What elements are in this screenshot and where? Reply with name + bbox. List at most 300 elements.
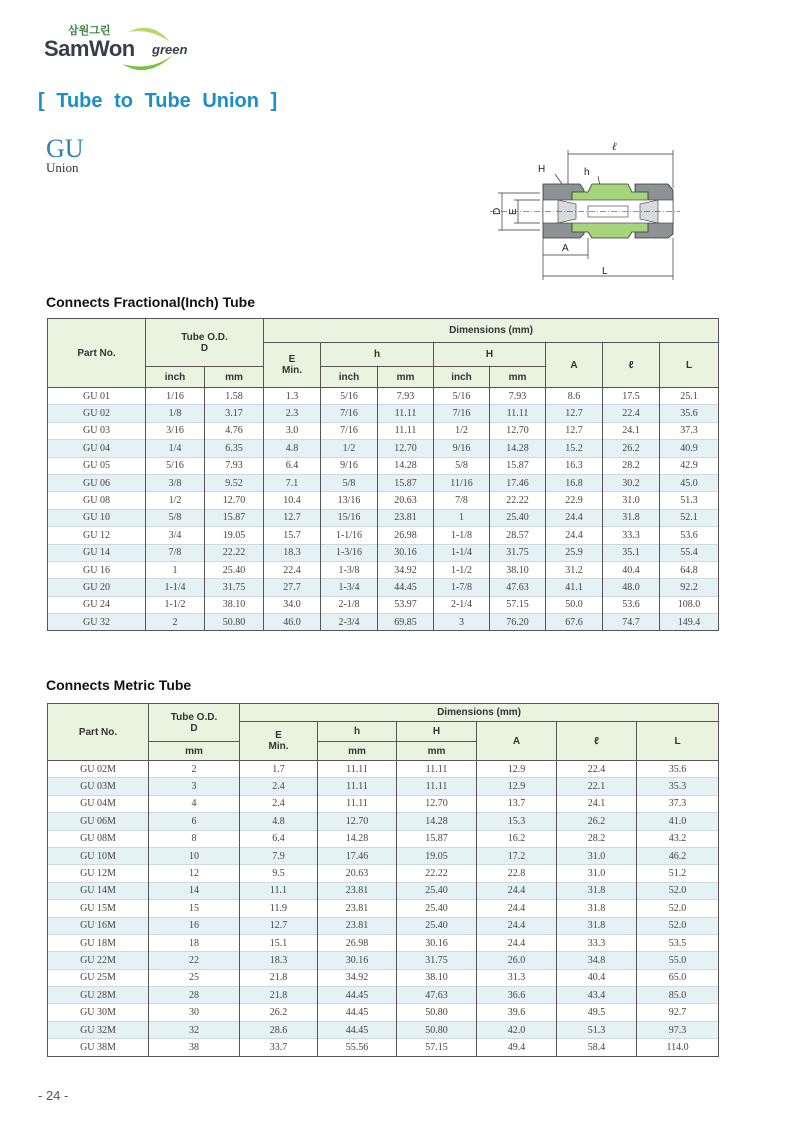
table-cell: 18	[149, 934, 240, 951]
logo-suffix: green	[152, 42, 188, 57]
table-cell: 31.75	[205, 579, 264, 596]
table-cell: 23.81	[318, 917, 397, 934]
part-number-cell: GU 10	[48, 509, 146, 526]
part-number-cell: GU 32	[48, 614, 146, 631]
part-number-cell: GU 28M	[48, 987, 149, 1004]
table-cell: 24.4	[546, 527, 603, 544]
table-cell: 22.4	[603, 405, 660, 422]
table-cell: 17.46	[490, 474, 546, 491]
table-cell: 1.58	[205, 388, 264, 405]
table-cell: 18.3	[240, 952, 318, 969]
table-row	[48, 457, 719, 474]
table-cell: 8.6	[546, 388, 603, 405]
table-row	[48, 544, 719, 561]
table-cell: 2.4	[240, 778, 318, 795]
table-row	[48, 527, 719, 544]
table-cell: 34.8	[557, 952, 637, 969]
table-cell: 6	[149, 813, 240, 830]
table-row	[48, 987, 719, 1004]
table-cell: 50.0	[546, 596, 603, 613]
table-cell: 41.1	[546, 579, 603, 596]
table-cell: 7.93	[490, 388, 546, 405]
table-cell: 28.2	[557, 830, 637, 847]
part-number-cell: GU 01	[48, 388, 146, 405]
table-cell: 7.93	[205, 457, 264, 474]
table-cell: 7/16	[434, 405, 490, 422]
dim-label-D: D	[492, 207, 503, 215]
table-cell: 76.20	[490, 614, 546, 631]
table-row	[48, 579, 719, 596]
table-row	[48, 440, 719, 457]
table-cell: 22.4	[557, 761, 637, 778]
table-cell: 31.8	[557, 917, 637, 934]
table-cell: 16.2	[477, 830, 557, 847]
table-cell: 15/16	[321, 509, 378, 526]
table-cell: 97.3	[637, 1021, 719, 1038]
company-logo	[44, 22, 188, 72]
table-cell: 25	[149, 969, 240, 986]
table-cell: 30.16	[318, 952, 397, 969]
table-cell: 23.81	[378, 509, 434, 526]
header-h-small: h	[321, 343, 434, 367]
section-title-inch: Connects Fractional(Inch) Tube	[46, 294, 255, 310]
inch-dimensions-table	[47, 318, 719, 631]
table-cell: 31.0	[557, 865, 637, 882]
header-tube-od: Tube O.D. D	[149, 704, 240, 742]
table-row	[48, 761, 719, 778]
table-cell: 5/16	[321, 388, 378, 405]
table-cell: 17.5	[603, 388, 660, 405]
table-cell: 15.2	[546, 440, 603, 457]
table-cell: 10.4	[264, 492, 321, 509]
table-cell: 12.7	[546, 405, 603, 422]
table-cell: 42.0	[477, 1021, 557, 1038]
table-cell: 18.3	[264, 544, 321, 561]
part-number-cell: GU 12	[48, 527, 146, 544]
table-cell: 41.0	[637, 813, 719, 830]
header-hb-mm: mm	[397, 742, 477, 761]
table-cell: 7.9	[240, 847, 318, 864]
part-number-cell: GU 22M	[48, 952, 149, 969]
table-cell: 17.2	[477, 847, 557, 864]
table-cell: 31.0	[557, 847, 637, 864]
table-row	[48, 405, 719, 422]
table-cell: 5/16	[434, 388, 490, 405]
table-cell: 50.80	[397, 1021, 477, 1038]
table-cell: 25.1	[660, 388, 719, 405]
table-cell: 22.9	[546, 492, 603, 509]
table-cell: 25.40	[205, 561, 264, 578]
table-cell: 43.4	[557, 987, 637, 1004]
table-row	[48, 1004, 719, 1021]
table-cell: 22.22	[205, 544, 264, 561]
table-cell: 22.8	[477, 865, 557, 882]
table-cell: 1-1/4	[146, 579, 205, 596]
table-cell: 15.87	[205, 509, 264, 526]
table-cell: 33.3	[603, 527, 660, 544]
table-cell: 15.3	[477, 813, 557, 830]
table-cell: 42.9	[660, 457, 719, 474]
table-cell: 14	[149, 882, 240, 899]
table-cell: 1-7/8	[434, 579, 490, 596]
table-row	[48, 969, 719, 986]
table-cell: 3/16	[146, 422, 205, 439]
table-row	[48, 882, 719, 899]
table-cell: 38.10	[205, 596, 264, 613]
table-cell: 13/16	[321, 492, 378, 509]
part-number-cell: GU 03M	[48, 778, 149, 795]
table-cell: 12.70	[205, 492, 264, 509]
table-cell: 30.16	[378, 544, 434, 561]
part-number-cell: GU 18M	[48, 934, 149, 951]
table-cell: 36.6	[477, 987, 557, 1004]
table-cell: 4.8	[240, 813, 318, 830]
part-number-cell: GU 04	[48, 440, 146, 457]
table-cell: 35.1	[603, 544, 660, 561]
table-row	[48, 865, 719, 882]
table-cell: 48.0	[603, 579, 660, 596]
table-cell: 5/8	[434, 457, 490, 474]
table-cell: 27.7	[264, 579, 321, 596]
table-cell: 25.40	[397, 900, 477, 917]
table-cell: 19.05	[205, 527, 264, 544]
table-cell: 46.2	[637, 847, 719, 864]
part-number-cell: GU 08M	[48, 830, 149, 847]
table-cell: 74.7	[603, 614, 660, 631]
part-number-cell: GU 08	[48, 492, 146, 509]
table-cell: 16.8	[546, 474, 603, 491]
table-cell: 114.0	[637, 1039, 719, 1056]
table-cell: 3.17	[205, 405, 264, 422]
table-cell: 12.7	[546, 422, 603, 439]
dim-label-L: L	[602, 266, 608, 277]
table-cell: 24.4	[477, 882, 557, 899]
metric-table-body	[48, 761, 719, 1057]
table-cell: 3	[149, 778, 240, 795]
table-cell: 34.92	[318, 969, 397, 986]
table-cell: 3.0	[264, 422, 321, 439]
table-cell: 22.1	[557, 778, 637, 795]
table-cell: 1-3/4	[321, 579, 378, 596]
table-cell: 69.85	[378, 614, 434, 631]
table-cell: 47.63	[490, 579, 546, 596]
table-cell: 25.40	[397, 882, 477, 899]
table-cell: 35.6	[660, 405, 719, 422]
table-cell: 1/16	[146, 388, 205, 405]
table-cell: 15	[149, 900, 240, 917]
table-cell: 26.98	[318, 934, 397, 951]
header-h-big: H	[397, 722, 477, 742]
table-cell: 1/4	[146, 440, 205, 457]
table-cell: 50.80	[397, 1004, 477, 1021]
table-cell: 50.80	[205, 614, 264, 631]
table-cell: 39.6	[477, 1004, 557, 1021]
table-cell: 1-1/4	[434, 544, 490, 561]
table-cell: 44.45	[318, 1021, 397, 1038]
header-e: E Min.	[264, 343, 321, 388]
table-cell: 92.7	[637, 1004, 719, 1021]
table-cell: 28.2	[603, 457, 660, 474]
table-cell: 43.2	[637, 830, 719, 847]
table-cell: 149.4	[660, 614, 719, 631]
table-cell: 11.11	[397, 761, 477, 778]
table-row	[48, 388, 719, 405]
part-number-cell: GU 30M	[48, 1004, 149, 1021]
logo-name: SamWon	[44, 36, 135, 61]
part-number-cell: GU 06M	[48, 813, 149, 830]
table-cell: 65.0	[637, 969, 719, 986]
table-cell: 12.9	[477, 778, 557, 795]
table-row	[48, 795, 719, 812]
table-cell: 6.35	[205, 440, 264, 457]
table-cell: 30	[149, 1004, 240, 1021]
table-cell: 12.70	[490, 422, 546, 439]
table-cell: 40.4	[603, 561, 660, 578]
part-number-cell: GU 10M	[48, 847, 149, 864]
table-cell: 14.28	[318, 830, 397, 847]
table-cell: 26.2	[603, 440, 660, 457]
table-cell: 12.70	[378, 440, 434, 457]
table-cell: 7.1	[264, 474, 321, 491]
table-cell: 9.5	[240, 865, 318, 882]
table-row	[48, 934, 719, 951]
table-cell: 1-3/8	[321, 561, 378, 578]
table-cell: 28	[149, 987, 240, 1004]
table-cell: 20.63	[378, 492, 434, 509]
table-cell: 25.40	[397, 917, 477, 934]
table-cell: 51.3	[660, 492, 719, 509]
table-cell: 12.70	[318, 813, 397, 830]
table-cell: 16	[149, 917, 240, 934]
table-cell: 52.0	[637, 882, 719, 899]
table-cell: 92.2	[660, 579, 719, 596]
header-e: E Min.	[240, 722, 318, 761]
table-cell: 1/2	[434, 422, 490, 439]
table-cell: 53.6	[660, 527, 719, 544]
table-cell: 25.40	[490, 509, 546, 526]
table-cell: 51.3	[557, 1021, 637, 1038]
table-cell: 4	[149, 795, 240, 812]
table-cell: 5/8	[321, 474, 378, 491]
table-cell: 24.1	[557, 795, 637, 812]
table-cell: 22	[149, 952, 240, 969]
table-cell: 3/4	[146, 527, 205, 544]
table-cell: 45.0	[660, 474, 719, 491]
table-cell: 38.10	[490, 561, 546, 578]
part-number-cell: GU 03	[48, 422, 146, 439]
table-cell: 34.0	[264, 596, 321, 613]
table-cell: 3	[434, 614, 490, 631]
table-cell: 30.16	[397, 934, 477, 951]
table-cell: 9/16	[434, 440, 490, 457]
table-cell: 24.4	[477, 917, 557, 934]
table-cell: 33.3	[557, 934, 637, 951]
table-cell: 2-1/8	[321, 596, 378, 613]
part-number-cell: GU 02	[48, 405, 146, 422]
table-cell: 14.28	[490, 440, 546, 457]
table-row	[48, 422, 719, 439]
table-cell: 5/8	[146, 509, 205, 526]
table-cell: 6.4	[240, 830, 318, 847]
header-l: L	[637, 722, 719, 761]
table-cell: 28.6	[240, 1021, 318, 1038]
table-cell: 15.1	[240, 934, 318, 951]
table-cell: 38.10	[397, 969, 477, 986]
table-cell: 22.22	[490, 492, 546, 509]
part-number-cell: GU 15M	[48, 900, 149, 917]
inch-table-body	[48, 388, 719, 631]
metric-dimensions-table	[47, 703, 719, 1057]
header-h-big: H	[434, 343, 546, 367]
part-number-cell: GU 24	[48, 596, 146, 613]
header-part-no: Part No.	[48, 704, 149, 761]
table-cell: 47.63	[397, 987, 477, 1004]
table-cell: 38	[149, 1039, 240, 1056]
header-tube-od: Tube O.D. D	[146, 319, 264, 367]
table-cell: 21.8	[240, 987, 318, 1004]
table-cell: 49.4	[477, 1039, 557, 1056]
table-cell: 35.6	[637, 761, 719, 778]
table-cell: 12.70	[397, 795, 477, 812]
table-cell: 1/8	[146, 405, 205, 422]
header-od-inch: inch	[146, 367, 205, 388]
header-ell: ℓ	[603, 343, 660, 388]
header-h-small: h	[318, 722, 397, 742]
part-number-cell: GU 32M	[48, 1021, 149, 1038]
part-number-cell: GU 16M	[48, 917, 149, 934]
table-cell: 1-1/16	[321, 527, 378, 544]
table-cell: 1.7	[240, 761, 318, 778]
table-cell: 31.75	[490, 544, 546, 561]
table-cell: 44.45	[378, 579, 434, 596]
table-cell: 52.1	[660, 509, 719, 526]
table-cell: 11.11	[378, 405, 434, 422]
table-cell: 55.4	[660, 544, 719, 561]
table-cell: 24.4	[477, 934, 557, 951]
table-cell: 37.3	[660, 422, 719, 439]
table-cell: 26.2	[557, 813, 637, 830]
table-cell: 108.0	[660, 596, 719, 613]
table-cell: 55.56	[318, 1039, 397, 1056]
table-cell: 7/16	[321, 422, 378, 439]
header-hb-mm: mm	[490, 367, 546, 388]
table-cell: 15.87	[490, 457, 546, 474]
header-dimensions: Dimensions (mm)	[240, 704, 719, 722]
table-cell: 7/8	[434, 492, 490, 509]
table-cell: 1-1/2	[434, 561, 490, 578]
table-row	[48, 509, 719, 526]
table-cell: 2-1/4	[434, 596, 490, 613]
table-row	[48, 614, 719, 631]
table-cell: 53.5	[637, 934, 719, 951]
table-row	[48, 492, 719, 509]
table-cell: 7/8	[146, 544, 205, 561]
table-cell: 4.8	[264, 440, 321, 457]
table-cell: 1/2	[321, 440, 378, 457]
part-number-cell: GU 12M	[48, 865, 149, 882]
union-cross-section-diagram	[480, 138, 720, 283]
part-number-cell: GU 25M	[48, 969, 149, 986]
table-cell: 1-1/2	[146, 596, 205, 613]
header-h-inch: inch	[321, 367, 378, 388]
table-cell: 85.0	[637, 987, 719, 1004]
dim-label-A: A	[562, 243, 569, 254]
table-cell: 31.3	[477, 969, 557, 986]
product-name: Union	[46, 160, 79, 175]
table-cell: 31.8	[603, 509, 660, 526]
table-row	[48, 778, 719, 795]
table-cell: 11.11	[318, 795, 397, 812]
table-cell: 2-3/4	[321, 614, 378, 631]
table-cell: 1.3	[264, 388, 321, 405]
header-hb-inch: inch	[434, 367, 490, 388]
table-cell: 9.52	[205, 474, 264, 491]
table-cell: 53.97	[378, 596, 434, 613]
part-number-cell: GU 05	[48, 457, 146, 474]
table-cell: 26.0	[477, 952, 557, 969]
table-cell: 2.3	[264, 405, 321, 422]
table-cell: 31.75	[397, 952, 477, 969]
table-cell: 15.87	[397, 830, 477, 847]
table-cell: 32	[149, 1021, 240, 1038]
table-row	[48, 813, 719, 830]
table-cell: 1-3/16	[321, 544, 378, 561]
table-row	[48, 596, 719, 613]
table-cell: 44.45	[318, 987, 397, 1004]
table-cell: 12.7	[264, 509, 321, 526]
part-number-cell: GU 06	[48, 474, 146, 491]
dim-label-h: h	[584, 167, 590, 178]
table-cell: 51.2	[637, 865, 719, 882]
table-cell: 4.76	[205, 422, 264, 439]
table-cell: 24.4	[477, 900, 557, 917]
table-cell: 11.11	[397, 778, 477, 795]
table-cell: 64.8	[660, 561, 719, 578]
table-cell: 34.92	[378, 561, 434, 578]
header-part-no: Part No.	[48, 319, 146, 388]
table-cell: 1	[146, 561, 205, 578]
table-cell: 14.28	[397, 813, 477, 830]
table-cell: 49.5	[557, 1004, 637, 1021]
table-cell: 6.4	[264, 457, 321, 474]
table-cell: 35.3	[637, 778, 719, 795]
dim-label-ell: ℓ	[612, 141, 617, 153]
table-cell: 26.2	[240, 1004, 318, 1021]
part-number-cell: GU 38M	[48, 1039, 149, 1056]
table-row	[48, 952, 719, 969]
table-cell: 21.8	[240, 969, 318, 986]
table-cell: 2	[146, 614, 205, 631]
table-cell: 15.7	[264, 527, 321, 544]
table-cell: 1-1/8	[434, 527, 490, 544]
table-row	[48, 1039, 719, 1056]
table-cell: 10	[149, 847, 240, 864]
table-row	[48, 474, 719, 491]
table-row	[48, 917, 719, 934]
header-dimensions: Dimensions (mm)	[264, 319, 719, 343]
table-row	[48, 561, 719, 578]
table-cell: 11.11	[490, 405, 546, 422]
header-h-mm: mm	[378, 367, 434, 388]
table-cell: 57.15	[397, 1039, 477, 1056]
table-row	[48, 1021, 719, 1038]
dim-label-H: H	[538, 164, 546, 175]
table-cell: 31.0	[603, 492, 660, 509]
table-cell: 52.0	[637, 917, 719, 934]
table-cell: 22.22	[397, 865, 477, 882]
table-cell: 58.4	[557, 1039, 637, 1056]
part-number-cell: GU 14M	[48, 882, 149, 899]
